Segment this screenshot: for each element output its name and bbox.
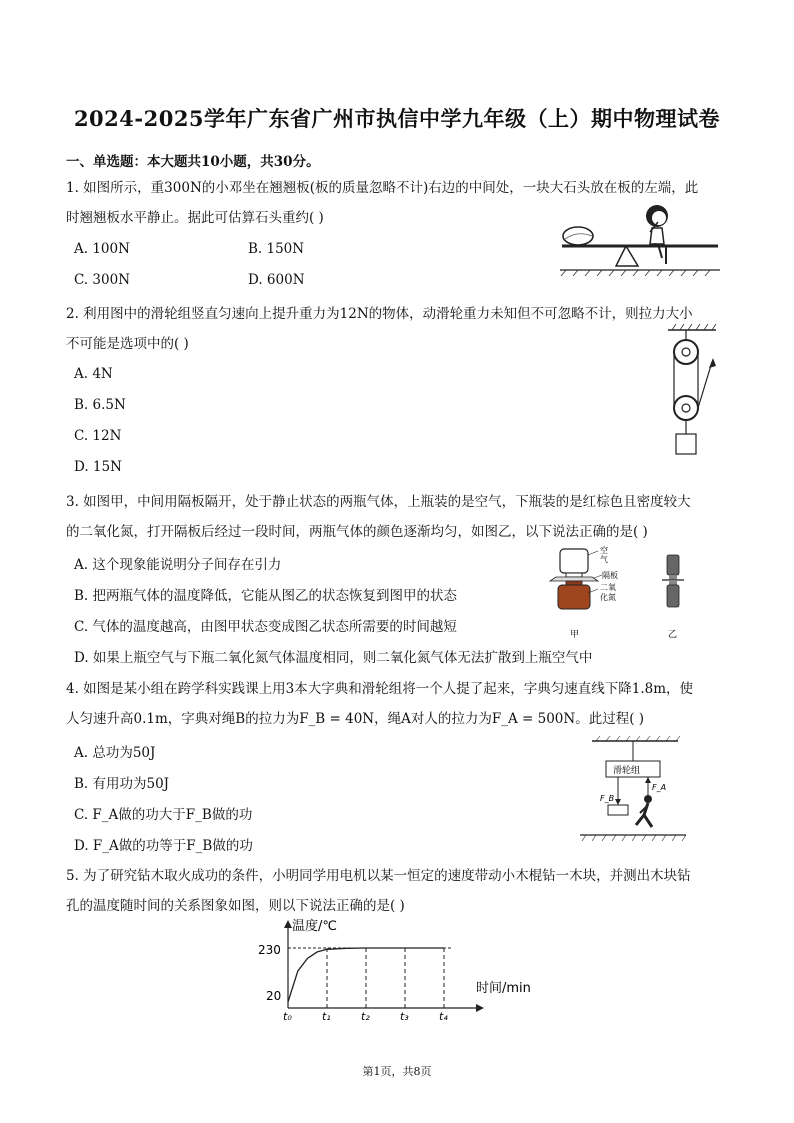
- q2-option-c[interactable]: C. 12N: [74, 428, 122, 444]
- temperature-chart: [248, 912, 558, 1024]
- q1-line1: 1. 如图所示，重300N的小邓坐在翘翘板(板的质量忽略不计)右边的中间处，一块大石头放在板的左端，此: [66, 180, 699, 196]
- q4-option-c[interactable]: C. F_A做的功大于F_B做的功: [74, 807, 253, 823]
- q2-line2: 不可能是选项中的( ): [66, 336, 189, 352]
- q5-line1: 5. 为了研究钻木取火成功的条件，小明同学用电机以某一恒定的速度带动小木棍钻一木块，并测出木块钻: [66, 868, 691, 884]
- y-axis-label: 温度/℃: [292, 919, 337, 934]
- page-title: 2024-2025学年广东省广州市执信中学九年级（上）期中物理试卷: [73, 106, 721, 131]
- y-tick-20: 20: [266, 989, 282, 1003]
- q1-option-b[interactable]: B. 150N: [248, 241, 305, 257]
- pulley-system-figure: [578, 735, 690, 845]
- x-tick-2: t₂: [361, 1010, 370, 1023]
- q1-option-c[interactable]: C. 300N: [74, 272, 131, 288]
- label-pulley-group: 滑轮组: [613, 766, 641, 776]
- q4-option-a[interactable]: A. 总功为50J: [74, 745, 156, 761]
- q2-line1: 2. 利用图中的滑轮组竖直匀速向上提升重力为12N的物体，动滑轮重力未知但不可忽略不计，则拉力大小: [66, 306, 693, 322]
- x-tick-1: t₁: [322, 1010, 331, 1023]
- air-bottle: [560, 549, 588, 573]
- q2-option-d[interactable]: D. 15N: [74, 459, 122, 475]
- label-fa: F_A: [652, 783, 667, 792]
- q4-line1: 4. 如图是某小组在跨学科实践课上用3本大字典和滑轮组将一个人提了起来，字典匀速直线下降1.8m，使: [66, 681, 694, 697]
- stone-icon: [563, 227, 593, 245]
- pulley-figure: [650, 322, 722, 458]
- q4-line2: 人匀速升高0.1m，字典对绳B的拉力为F_B = 40N，绳A对人的拉力为F_A = 500N。此过程( ): [66, 711, 645, 727]
- label-air-1: 空: [600, 546, 608, 555]
- y-tick-230: 230: [258, 943, 281, 957]
- dictionary-block: [608, 805, 628, 815]
- x-tick-4: t₄: [439, 1010, 448, 1023]
- q1-option-a[interactable]: A. 100N: [74, 241, 130, 257]
- label-no2-2: 化氮: [600, 593, 616, 602]
- q4-option-d[interactable]: D. F_A做的功等于F_B做的功: [74, 838, 253, 854]
- label-fig-jia: 甲: [570, 630, 580, 640]
- label-no2-1: 二氧: [600, 583, 616, 592]
- q2-option-b[interactable]: B. 6.5N: [74, 397, 126, 413]
- divider-plate: [550, 577, 598, 581]
- x-tick-0: t₀: [283, 1010, 292, 1023]
- section-heading: 一、单选题：本大题共10小题，共30分。: [66, 154, 320, 170]
- no2-bottle: [558, 585, 590, 609]
- q5-line2: 孔的温度随时间的关系图象如图，则以下说法正确的是( ): [66, 898, 405, 914]
- x-axis-label: 时间/min: [476, 981, 531, 996]
- q3-option-b[interactable]: B. 把两瓶气体的温度降低，它能从图乙的状态恢复到图甲的状态: [74, 588, 458, 604]
- label-air-2: 气: [600, 555, 608, 564]
- child-figure: [646, 205, 668, 264]
- q2-option-a[interactable]: A. 4N: [74, 366, 113, 382]
- person-figure: [636, 795, 652, 827]
- seesaw-pivot: [616, 246, 638, 266]
- q3-option-d[interactable]: D. 如果上瓶空气与下瓶二氧化氮气体温度相同，则二氧化氮气体无法扩散到上瓶空气中: [74, 650, 593, 666]
- q4-option-b[interactable]: B. 有用功为50J: [74, 776, 170, 792]
- gas-bottles-figure: [540, 545, 700, 645]
- label-divider: 隔板: [602, 571, 618, 580]
- label-fb: F_B: [600, 794, 615, 803]
- label-fig-yi: 乙: [668, 630, 678, 640]
- q1-option-d[interactable]: D. 600N: [248, 272, 305, 288]
- q3-option-a[interactable]: A. 这个现象能说明分子间存在引力: [74, 557, 282, 573]
- weight-block: [676, 434, 696, 454]
- page-footer: 第1页，共8页: [362, 1065, 432, 1078]
- q3-option-c[interactable]: C. 气体的温度越高，由图甲状态变成图乙状态所需要的时间越短: [74, 619, 457, 635]
- mixed-bottles: [667, 585, 679, 607]
- q1-line2: 时翘翘板水平静止。据此可估算石头重约( ): [66, 210, 324, 226]
- q3-line1: 3. 如图甲，中间用隔板隔开，处于静止状态的两瓶气体，上瓶装的是空气，下瓶装的是红棕色且密度较大: [66, 494, 691, 510]
- q3-line2: 的二氧化氮，打开隔板后经过一段时间，两瓶气体的颜色逐渐均匀，如图乙，以下说法正确的是( ): [66, 524, 648, 540]
- x-tick-3: t₃: [400, 1010, 409, 1023]
- seesaw-figure: [558, 200, 724, 280]
